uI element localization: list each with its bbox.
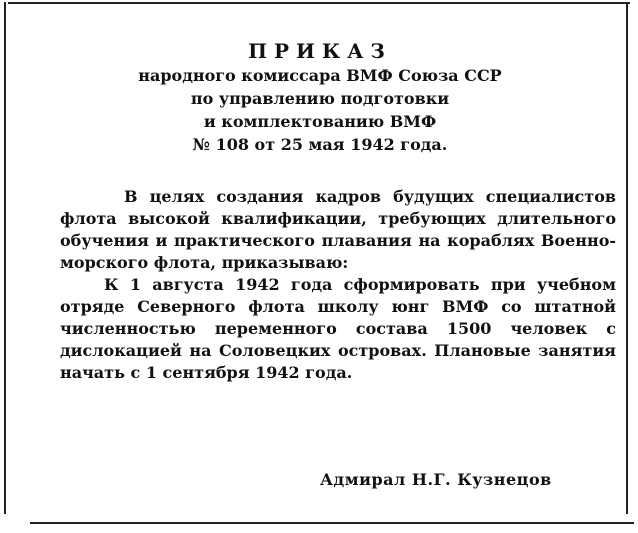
subtitle-line-number-date: № 108 от 25 мая 1942 года. [192,135,448,154]
document-body [60,186,616,384]
right-border-rule [626,2,628,514]
paragraph-preamble: В целях создания кадров будущих специалистов флота высокой квалификации, требующих длительного обучения и практического плавания на кораблях Военно-морского флота, приказываю: [60,187,616,272]
subtitle-line-commissar: народного комиссара ВМФ Союза ССР [138,66,502,85]
bottom-border-rule [30,522,634,524]
document-header [20,38,620,156]
signature: Адмирал Н.Г. Кузнецов [320,470,552,489]
left-border-rule [4,2,6,514]
subtitle-line-department: по управлению подготовки [190,89,450,108]
document-title: ПРИКАЗ [248,39,392,63]
subtitle-line-staffing: и комплектованию ВМФ [203,112,437,131]
top-border-rule [8,2,630,4]
paragraph-order: К 1 августа 1942 года сформировать при учебном отряде Северного флота школу юнг ВМФ со штатной численностью переменного состава 1500 человек с дислокацией на Соловецких островах. Плановые занятия начать с 1 сентября 1942 года. [60,275,616,382]
